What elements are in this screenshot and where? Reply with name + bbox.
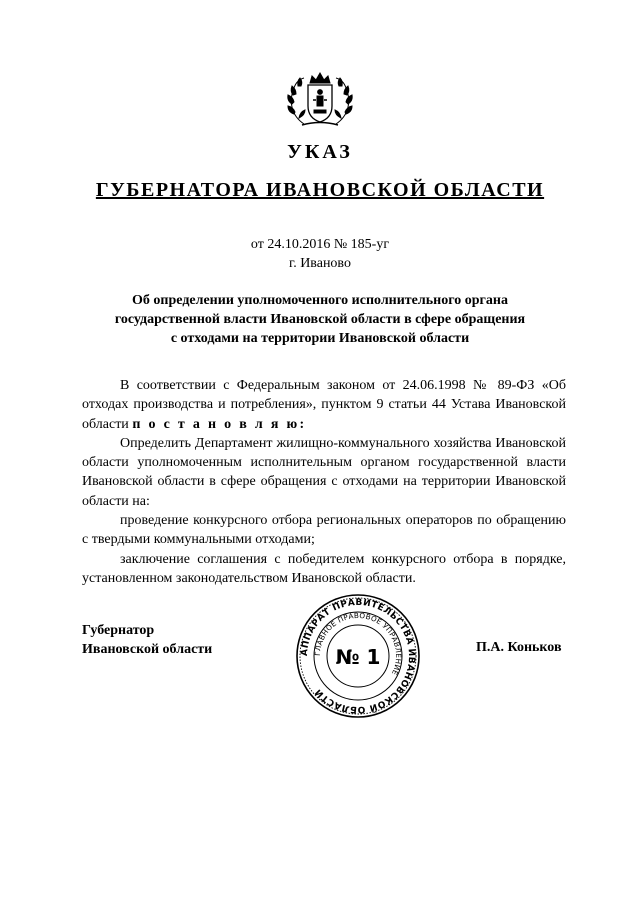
- decree-title: УКАЗ: [287, 141, 353, 163]
- signer-position-line: Ивановской области: [82, 642, 213, 657]
- subject-line: государственной власти Ивановской области в сфере обращения: [114, 312, 526, 327]
- body-paragraph: заключение соглашения с победителем конкурсного отбора в порядке, установленном законодательством Ивановской области.: [82, 551, 566, 586]
- resolution-keyword: п о с т а н о в л я ю:: [132, 416, 307, 432]
- body-paragraph: Определить Департамент жилищно-коммунального хозяйства Ивановской области уполномоченным исполнительным органом государственной власти Ивановской области в сфере обращения с отходами на территории Ивановской области на:: [82, 435, 566, 509]
- seal-outer-text: АППАРАТ ПРАВИТЕЛЬСТВА ИВАНОВСКОЙ ОБЛАСТИ: [299, 597, 417, 715]
- subject-line: Об определении уполномоченного исполнительного органа: [132, 293, 508, 308]
- issuer-title: ГУБЕРНАТОРА ИВАНОВСКОЙ ОБЛАСТИ: [95, 179, 545, 201]
- decree-body: [82, 376, 566, 588]
- decree-city: г. Иваново: [289, 256, 351, 271]
- decree-date-number: от 24.10.2016 № 185-уг: [250, 237, 390, 252]
- coat-of-arms-icon: [284, 70, 356, 128]
- official-seal: [295, 593, 421, 719]
- decree-subject: [80, 291, 560, 348]
- signer-name: П.А. Коньков: [476, 640, 562, 655]
- seal-number: № 1: [335, 645, 381, 669]
- signer-position: [82, 621, 212, 659]
- body-paragraph: проведение конкурсного отбора региональных операторов по обращению с твердыми коммунальными отходами;: [82, 513, 566, 548]
- seal-inner-text: ГЛАВНОЕ ПРАВОВОЕ УПРАВЛЕНИЕ: [312, 610, 404, 677]
- signer-position-line: Губернатор: [82, 623, 155, 638]
- subject-line: с отходами на территории Ивановской области: [170, 331, 470, 346]
- body-paragraph-text: В соответствии с Федеральным законом от 24.06.1998 № 89-ФЗ «Об отходах производства и потребления», пунктом 9 статьи 44 Устава Ивановской области: [82, 378, 566, 432]
- body-paragraph: [82, 376, 566, 434]
